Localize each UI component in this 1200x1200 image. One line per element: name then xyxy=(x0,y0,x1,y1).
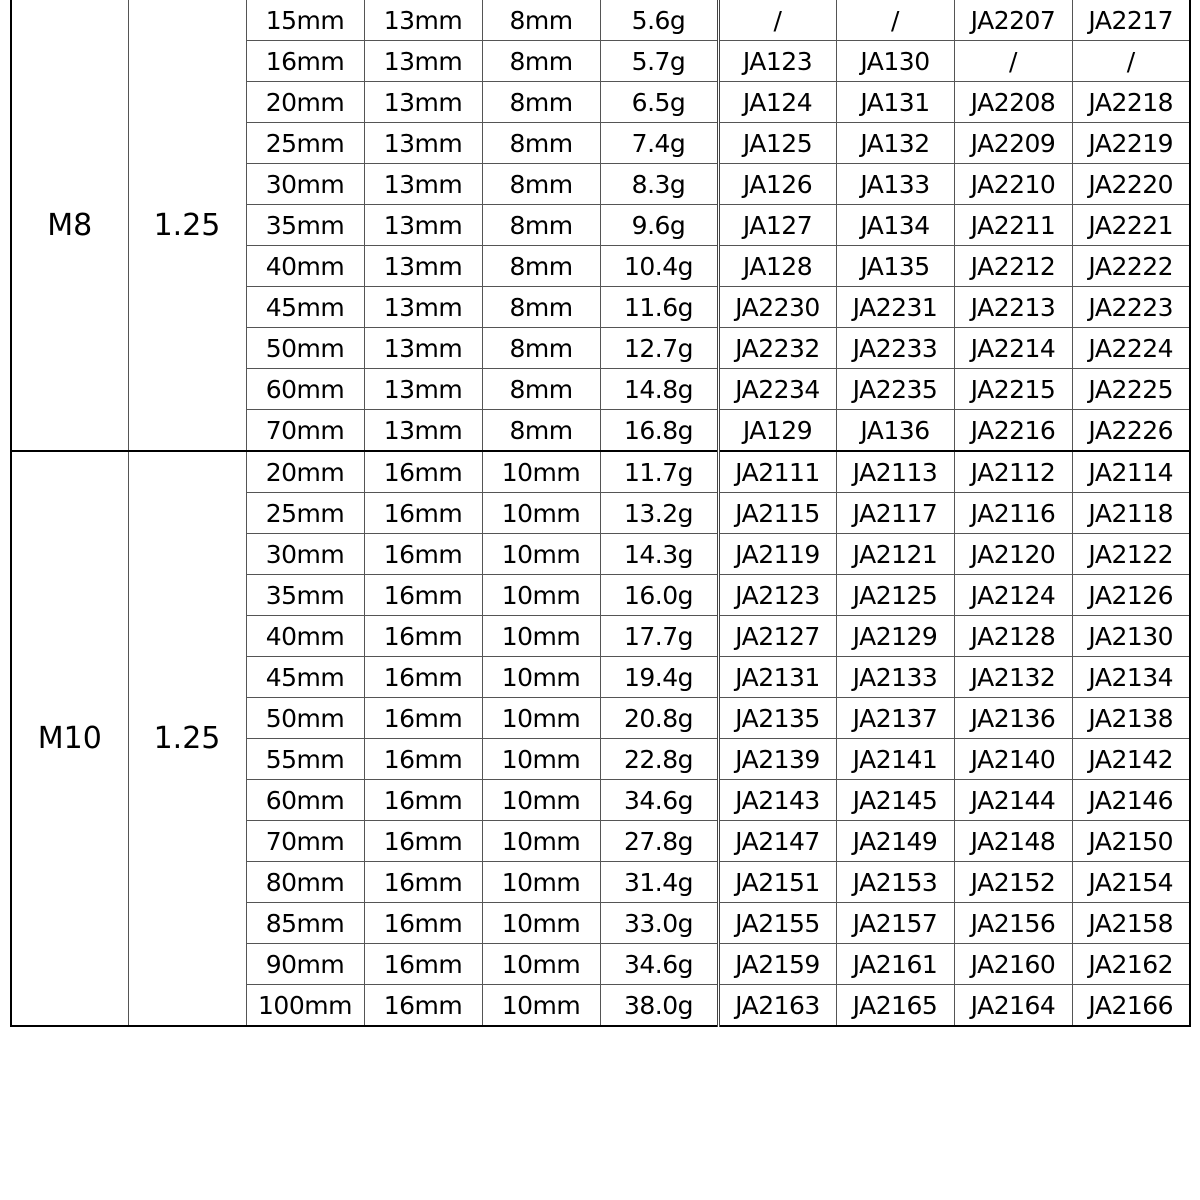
weight-cell: 7.4g xyxy=(600,123,718,164)
length-cell: 90mm xyxy=(246,944,364,985)
code-cell-2: JA2231 xyxy=(836,287,954,328)
code-cell-1: JA2163 xyxy=(718,985,836,1027)
length-cell: 40mm xyxy=(246,246,364,287)
head-width-cell: 16mm xyxy=(364,575,482,616)
code-cell-4: JA2154 xyxy=(1072,862,1190,903)
weight-cell: 33.0g xyxy=(600,903,718,944)
head-width-cell: 13mm xyxy=(364,246,482,287)
head-width-cell: 16mm xyxy=(364,985,482,1027)
code-cell-3: JA2152 xyxy=(954,862,1072,903)
head-height-cell: 10mm xyxy=(482,534,600,575)
head-height-cell: 8mm xyxy=(482,287,600,328)
head-width-cell: 13mm xyxy=(364,82,482,123)
code-cell-1: JA2115 xyxy=(718,493,836,534)
code-cell-3: JA2116 xyxy=(954,493,1072,534)
head-height-cell: 8mm xyxy=(482,82,600,123)
code-cell-1: JA2143 xyxy=(718,780,836,821)
table-row xyxy=(11,0,1190,41)
code-cell-1: JA129 xyxy=(718,410,836,452)
head-width-cell: 16mm xyxy=(364,862,482,903)
code-cell-2: / xyxy=(836,0,954,41)
code-cell-2: JA132 xyxy=(836,123,954,164)
code-cell-3: JA2207 xyxy=(954,0,1072,41)
code-cell-2: JA2233 xyxy=(836,328,954,369)
head-height-cell: 10mm xyxy=(482,493,600,534)
code-cell-4: JA2220 xyxy=(1072,164,1190,205)
code-cell-1: JA124 xyxy=(718,82,836,123)
code-cell-3: JA2124 xyxy=(954,575,1072,616)
code-cell-4: JA2223 xyxy=(1072,287,1190,328)
head-height-cell: 10mm xyxy=(482,821,600,862)
code-cell-1: JA2139 xyxy=(718,739,836,780)
code-cell-2: JA2137 xyxy=(836,698,954,739)
head-height-cell: 8mm xyxy=(482,205,600,246)
head-width-cell: 13mm xyxy=(364,328,482,369)
length-cell: 50mm xyxy=(246,328,364,369)
code-cell-3: JA2148 xyxy=(954,821,1072,862)
length-cell: 16mm xyxy=(246,41,364,82)
code-cell-1: JA2123 xyxy=(718,575,836,616)
weight-cell: 6.5g xyxy=(600,82,718,123)
code-cell-2: JA2121 xyxy=(836,534,954,575)
length-cell: 35mm xyxy=(246,205,364,246)
code-cell-4: JA2222 xyxy=(1072,246,1190,287)
head-width-cell: 16mm xyxy=(364,821,482,862)
code-cell-2: JA133 xyxy=(836,164,954,205)
code-cell-3: JA2216 xyxy=(954,410,1072,452)
length-cell: 80mm xyxy=(246,862,364,903)
head-height-cell: 8mm xyxy=(482,0,600,41)
length-cell: 70mm xyxy=(246,410,364,452)
code-cell-2: JA131 xyxy=(836,82,954,123)
length-cell: 60mm xyxy=(246,780,364,821)
weight-cell: 22.8g xyxy=(600,739,718,780)
code-cell-1: JA2135 xyxy=(718,698,836,739)
code-cell-4: JA2221 xyxy=(1072,205,1190,246)
weight-cell: 34.6g xyxy=(600,780,718,821)
code-cell-3: JA2211 xyxy=(954,205,1072,246)
code-cell-3: JA2208 xyxy=(954,82,1072,123)
code-cell-3: JA2136 xyxy=(954,698,1072,739)
code-cell-3: JA2213 xyxy=(954,287,1072,328)
code-cell-2: JA130 xyxy=(836,41,954,82)
weight-cell: 5.6g xyxy=(600,0,718,41)
code-cell-4: JA2130 xyxy=(1072,616,1190,657)
head-height-cell: 10mm xyxy=(482,780,600,821)
code-cell-2: JA2145 xyxy=(836,780,954,821)
length-cell: 70mm xyxy=(246,821,364,862)
weight-cell: 16.0g xyxy=(600,575,718,616)
head-height-cell: 10mm xyxy=(482,451,600,493)
code-cell-3: JA2214 xyxy=(954,328,1072,369)
weight-cell: 11.6g xyxy=(600,287,718,328)
head-width-cell: 13mm xyxy=(364,164,482,205)
head-height-cell: 10mm xyxy=(482,616,600,657)
head-width-cell: 13mm xyxy=(364,205,482,246)
code-cell-3: JA2132 xyxy=(954,657,1072,698)
head-height-cell: 10mm xyxy=(482,985,600,1027)
head-height-cell: 8mm xyxy=(482,369,600,410)
head-width-cell: 16mm xyxy=(364,657,482,698)
head-width-cell: 13mm xyxy=(364,287,482,328)
code-cell-4: JA2138 xyxy=(1072,698,1190,739)
weight-cell: 8.3g xyxy=(600,164,718,205)
thread-size-cell: M10 xyxy=(11,451,128,1026)
code-cell-1: JA2151 xyxy=(718,862,836,903)
code-cell-2: JA2149 xyxy=(836,821,954,862)
code-cell-1: JA2155 xyxy=(718,903,836,944)
weight-cell: 14.3g xyxy=(600,534,718,575)
code-cell-2: JA136 xyxy=(836,410,954,452)
length-cell: 60mm xyxy=(246,369,364,410)
length-cell: 25mm xyxy=(246,123,364,164)
code-cell-2: JA134 xyxy=(836,205,954,246)
head-width-cell: 13mm xyxy=(364,369,482,410)
weight-cell: 10.4g xyxy=(600,246,718,287)
weight-cell: 17.7g xyxy=(600,616,718,657)
code-cell-1: JA2131 xyxy=(718,657,836,698)
weight-cell: 13.2g xyxy=(600,493,718,534)
length-cell: 30mm xyxy=(246,164,364,205)
length-cell: 45mm xyxy=(246,287,364,328)
head-width-cell: 16mm xyxy=(364,944,482,985)
code-cell-4: JA2150 xyxy=(1072,821,1190,862)
weight-cell: 16.8g xyxy=(600,410,718,452)
weight-cell: 20.8g xyxy=(600,698,718,739)
head-height-cell: 10mm xyxy=(482,903,600,944)
length-cell: 20mm xyxy=(246,82,364,123)
thread-pitch-cell: 1.25 xyxy=(128,0,246,451)
code-cell-4: JA2166 xyxy=(1072,985,1190,1027)
code-cell-4: JA2142 xyxy=(1072,739,1190,780)
code-cell-4: JA2146 xyxy=(1072,780,1190,821)
code-cell-1: JA128 xyxy=(718,246,836,287)
code-cell-1: JA2159 xyxy=(718,944,836,985)
head-height-cell: 10mm xyxy=(482,862,600,903)
head-height-cell: 10mm xyxy=(482,657,600,698)
code-cell-1: JA127 xyxy=(718,205,836,246)
code-cell-4: JA2224 xyxy=(1072,328,1190,369)
code-cell-4: JA2218 xyxy=(1072,82,1190,123)
code-cell-3: JA2210 xyxy=(954,164,1072,205)
code-cell-4: JA2118 xyxy=(1072,493,1190,534)
code-cell-3: JA2156 xyxy=(954,903,1072,944)
code-cell-1: JA2119 xyxy=(718,534,836,575)
length-cell: 35mm xyxy=(246,575,364,616)
length-cell: 85mm xyxy=(246,903,364,944)
code-cell-3: JA2209 xyxy=(954,123,1072,164)
code-cell-4: JA2219 xyxy=(1072,123,1190,164)
weight-cell: 9.6g xyxy=(600,205,718,246)
length-cell: 15mm xyxy=(246,0,364,41)
head-height-cell: 8mm xyxy=(482,164,600,205)
head-height-cell: 8mm xyxy=(482,41,600,82)
code-cell-2: JA2165 xyxy=(836,985,954,1027)
head-width-cell: 16mm xyxy=(364,451,482,493)
code-cell-2: JA2153 xyxy=(836,862,954,903)
code-cell-4: JA2114 xyxy=(1072,451,1190,493)
code-cell-2: JA2161 xyxy=(836,944,954,985)
code-cell-4: JA2226 xyxy=(1072,410,1190,452)
code-cell-2: JA2141 xyxy=(836,739,954,780)
head-width-cell: 16mm xyxy=(364,534,482,575)
code-cell-4: JA2217 xyxy=(1072,0,1190,41)
head-width-cell: 16mm xyxy=(364,493,482,534)
code-cell-2: JA2157 xyxy=(836,903,954,944)
weight-cell: 11.7g xyxy=(600,451,718,493)
code-cell-1: JA125 xyxy=(718,123,836,164)
table-body xyxy=(11,0,1190,1026)
code-cell-1: JA2127 xyxy=(718,616,836,657)
code-cell-2: JA135 xyxy=(836,246,954,287)
code-cell-3: JA2120 xyxy=(954,534,1072,575)
code-cell-4: JA2134 xyxy=(1072,657,1190,698)
code-cell-4: JA2162 xyxy=(1072,944,1190,985)
code-cell-3: JA2160 xyxy=(954,944,1072,985)
weight-cell: 14.8g xyxy=(600,369,718,410)
weight-cell: 19.4g xyxy=(600,657,718,698)
code-cell-3: / xyxy=(954,41,1072,82)
head-width-cell: 16mm xyxy=(364,780,482,821)
code-cell-3: JA2164 xyxy=(954,985,1072,1027)
code-cell-1: JA2147 xyxy=(718,821,836,862)
head-width-cell: 13mm xyxy=(364,410,482,452)
length-cell: 50mm xyxy=(246,698,364,739)
length-cell: 30mm xyxy=(246,534,364,575)
head-height-cell: 10mm xyxy=(482,698,600,739)
head-width-cell: 13mm xyxy=(364,41,482,82)
code-cell-4: / xyxy=(1072,41,1190,82)
code-cell-3: JA2112 xyxy=(954,451,1072,493)
length-cell: 40mm xyxy=(246,616,364,657)
head-width-cell: 16mm xyxy=(364,903,482,944)
code-cell-1: JA2234 xyxy=(718,369,836,410)
bolt-spec-table xyxy=(10,0,1191,1027)
code-cell-2: JA2125 xyxy=(836,575,954,616)
length-cell: 20mm xyxy=(246,451,364,493)
head-height-cell: 8mm xyxy=(482,410,600,452)
code-cell-3: JA2140 xyxy=(954,739,1072,780)
head-height-cell: 10mm xyxy=(482,575,600,616)
code-cell-1: / xyxy=(718,0,836,41)
head-height-cell: 10mm xyxy=(482,944,600,985)
length-cell: 100mm xyxy=(246,985,364,1027)
head-height-cell: 8mm xyxy=(482,123,600,164)
thread-size-cell: M8 xyxy=(11,0,128,451)
code-cell-1: JA2111 xyxy=(718,451,836,493)
code-cell-4: JA2122 xyxy=(1072,534,1190,575)
code-cell-3: JA2212 xyxy=(954,246,1072,287)
code-cell-2: JA2133 xyxy=(836,657,954,698)
code-cell-3: JA2128 xyxy=(954,616,1072,657)
head-height-cell: 10mm xyxy=(482,739,600,780)
weight-cell: 34.6g xyxy=(600,944,718,985)
code-cell-2: JA2117 xyxy=(836,493,954,534)
code-cell-1: JA2230 xyxy=(718,287,836,328)
table-row xyxy=(11,451,1190,493)
length-cell: 45mm xyxy=(246,657,364,698)
weight-cell: 38.0g xyxy=(600,985,718,1027)
code-cell-2: JA2129 xyxy=(836,616,954,657)
code-cell-2: JA2113 xyxy=(836,451,954,493)
length-cell: 25mm xyxy=(246,493,364,534)
code-cell-4: JA2126 xyxy=(1072,575,1190,616)
code-cell-1: JA126 xyxy=(718,164,836,205)
thread-pitch-cell: 1.25 xyxy=(128,451,246,1026)
code-cell-1: JA123 xyxy=(718,41,836,82)
code-cell-3: JA2144 xyxy=(954,780,1072,821)
head-height-cell: 8mm xyxy=(482,328,600,369)
code-cell-2: JA2235 xyxy=(836,369,954,410)
length-cell: 55mm xyxy=(246,739,364,780)
head-width-cell: 13mm xyxy=(364,123,482,164)
code-cell-4: JA2158 xyxy=(1072,903,1190,944)
weight-cell: 31.4g xyxy=(600,862,718,903)
weight-cell: 27.8g xyxy=(600,821,718,862)
weight-cell: 5.7g xyxy=(600,41,718,82)
head-height-cell: 8mm xyxy=(482,246,600,287)
code-cell-4: JA2225 xyxy=(1072,369,1190,410)
code-cell-1: JA2232 xyxy=(718,328,836,369)
head-width-cell: 16mm xyxy=(364,739,482,780)
head-width-cell: 16mm xyxy=(364,698,482,739)
head-width-cell: 16mm xyxy=(364,616,482,657)
code-cell-3: JA2215 xyxy=(954,369,1072,410)
head-width-cell: 13mm xyxy=(364,0,482,41)
weight-cell: 12.7g xyxy=(600,328,718,369)
